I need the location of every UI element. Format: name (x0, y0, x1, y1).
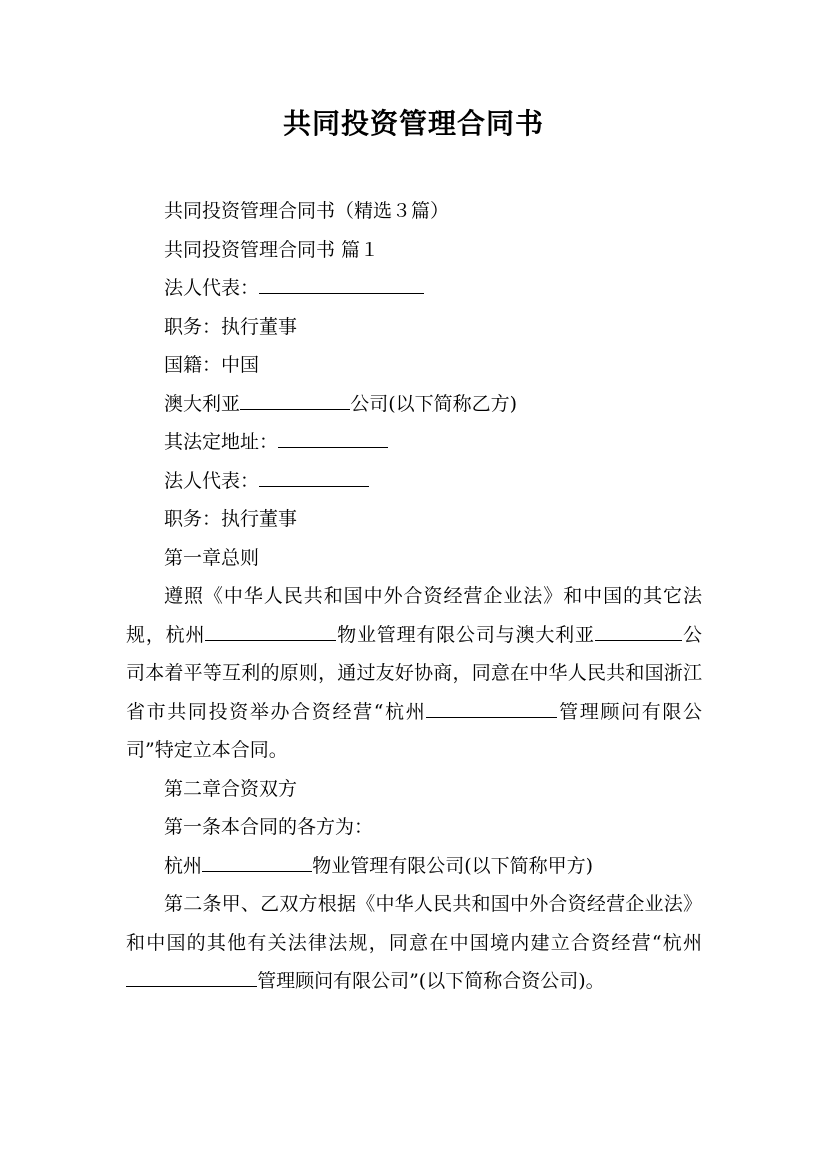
paragraph-text: 职务：执行董事 (164, 315, 298, 338)
paragraph-preamble (126, 577, 702, 770)
paragraph-text: 第二章合资双方 (164, 777, 298, 800)
fill-in-blank (205, 620, 336, 641)
fill-in-blank (426, 697, 557, 718)
paragraph-text: 管理顾问有限公司”特定立本合同。 (126, 700, 702, 761)
paragraph-text: 共同投资管理合同书（精选３篇） (164, 200, 450, 222)
paragraph-article-1 (126, 808, 702, 847)
paragraph-nationality (126, 346, 702, 385)
paragraph-subtitle (126, 192, 702, 231)
paragraph-party-b (126, 385, 702, 424)
paragraph-text: 第一条本合同的各方为： (164, 816, 374, 838)
fill-in-blank (240, 389, 350, 410)
paragraph-chapter-2 (126, 770, 702, 809)
paragraph-text: 澳大利亚 (164, 392, 241, 415)
paragraph-text: 职务：执行董事 (164, 508, 298, 530)
paragraph-text: 物业管理有限公司(以下简称甲方) (312, 854, 594, 877)
fill-in-blank (595, 620, 682, 641)
paragraph-text: 管理顾问有限公司”(以下简称合资公司)。 (257, 970, 605, 992)
paragraph-position-2 (126, 500, 702, 539)
paragraph-text: 其法定地址： (164, 431, 279, 453)
paragraph-article-2 (126, 885, 702, 1001)
paragraph-text: 共同投资管理合同书 篇１ (164, 238, 380, 261)
paragraph-text: 杭州 (164, 854, 203, 877)
paragraph-legal-representative (126, 269, 702, 308)
fill-in-blank (259, 273, 424, 294)
paragraph-text: 遵照《中华人民共和国中外合资经营企业法》和中国的其它法规，杭州 (126, 585, 702, 646)
fill-in-blank (259, 466, 369, 487)
document-title: 共同投资管理合同书 (282, 107, 544, 140)
paragraph-chapter-1 (126, 539, 702, 578)
paragraph-text: 公司(以下简称乙方) (350, 392, 518, 415)
paragraph-text: 第二条甲、乙双方根据《中华人民共和国中外合资经营企业法》和中国的其他有关法律法规，同意在中国境内建立合资经营“杭州 (126, 893, 702, 954)
paragraph-text: 国籍：中国 (164, 354, 260, 376)
paragraph-position (126, 308, 702, 347)
document-body (126, 192, 702, 1001)
fill-in-blank (202, 851, 312, 872)
fill-in-blank (278, 427, 388, 448)
paragraph-text: 公司本着平等互利的原则，通过友好协商，同意在中华人民共和国浙江省市共同投资举办合资经营“杭州 (126, 623, 702, 723)
paragraph-text: 物业管理有限公司与澳大利亚 (336, 623, 595, 646)
paragraph-section-heading (126, 231, 702, 270)
paragraph-text: 法人代表： (164, 469, 260, 492)
paragraph-legal-address (126, 423, 702, 462)
paragraph-party-a (126, 847, 702, 886)
paragraph-text: 法人代表： (164, 277, 260, 299)
fill-in-blank (126, 966, 257, 987)
paragraph-text: 第一章总则 (164, 546, 260, 569)
paragraph-legal-representative-2 (126, 462, 702, 501)
